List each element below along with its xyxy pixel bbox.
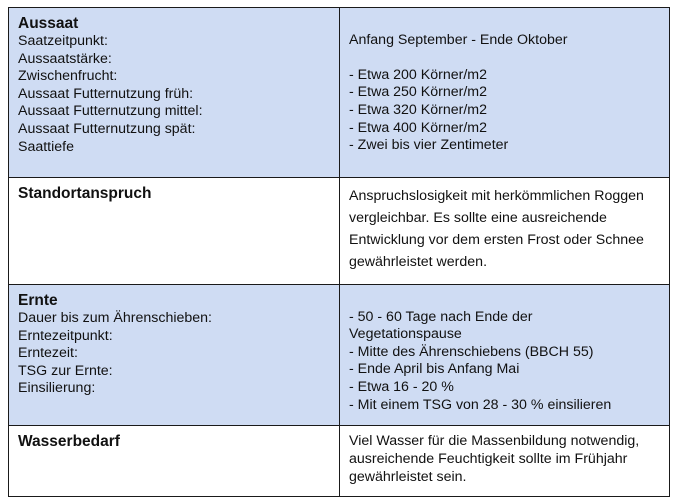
cell-wasserbedarf-text	[340, 426, 670, 497]
label-saatzeitpunkt: Saatzeitpunkt:	[18, 33, 108, 49]
cell-aussaat-values	[340, 8, 670, 178]
label-zwischenfrucht: Zwischenfrucht:	[18, 68, 118, 85]
value-futternutzung-spaet-1: - Etwa 320 Körner/m2	[349, 101, 487, 118]
row-ernte	[9, 285, 670, 426]
value-futternutzung-mittel: - Etwa 250 Körner/m2	[349, 84, 487, 101]
cell-standortanspruch-text	[340, 178, 670, 285]
value-erntezeit: - Ende April bis Anfang Mai	[349, 361, 520, 378]
value-tsg-ernte: - Etwa 16 - 20 %	[349, 378, 454, 395]
row-aussaat	[9, 8, 670, 178]
heading-ernte: Ernte	[18, 292, 58, 309]
cell-ernte-labels	[9, 285, 340, 426]
heading-aussaat: Aussaat	[18, 15, 79, 32]
text-standortanspruch: Anspruchslosigkeit mit herkömmlichen Roggen vergleichbar. Es sollte eine ausreichende Entwicklung vor dem ersten Frost oder Schnee gewährleistet werden.	[349, 188, 644, 270]
heading-wasserbedarf: Wasserbedarf	[18, 433, 120, 450]
label-aussaatstaerke: Aussaatstärke:	[18, 50, 112, 67]
value-erntezeitpunkt: - Mitte des Ährenschiebens (BBCH 55)	[349, 343, 594, 360]
label-einsilierung: Einsilierung:	[18, 380, 96, 397]
label-futternutzung-spaet: Aussaat Futternutzung spät:	[18, 120, 196, 137]
cell-ernte-values	[340, 285, 670, 426]
row-wasserbedarf	[9, 426, 670, 497]
crop-info-table	[8, 7, 670, 497]
cell-aussaat-labels	[9, 8, 340, 178]
label-saattiefe: Saattiefe	[18, 138, 75, 155]
label-tsg-ernte: TSG zur Ernte:	[18, 362, 113, 379]
heading-standortanspruch: Standortanspruch	[18, 185, 152, 202]
value-saatzeitpunkt: Anfang September - Ende Oktober	[349, 31, 568, 48]
cell-standortanspruch-label	[9, 178, 340, 285]
label-futternutzung-mittel: Aussaat Futternutzung mittel:	[18, 103, 203, 120]
label-futternutzung-frueh: Aussaat Futternutzung früh:	[18, 85, 194, 102]
label-erntezeit: Erntezeit:	[18, 345, 78, 362]
value-futternutzung-spaet-2: - Etwa 400 Körner/m2	[349, 119, 487, 136]
value-saattiefe: - Zwei bis vier Zentimeter	[349, 137, 509, 154]
cell-wasserbedarf-label	[9, 426, 340, 497]
label-dauer-aehrenschieben: Dauer bis zum Ährenschieben:	[18, 310, 212, 326]
row-standortanspruch	[9, 178, 670, 285]
value-dauer-aehrenschieben: - 50 - 60 Tage nach Ende der Vegetationspause	[349, 308, 533, 343]
text-wasserbedarf: Viel Wasser für die Massenbildung notwendig, ausreichende Feuchtigkeit sollte im Frühjahr gewährleistet sein.	[349, 433, 640, 485]
value-futternutzung-frueh: - Etwa 200 Körner/m2	[349, 66, 487, 83]
value-einsilierung: - Mit einem TSG von 28 - 30 % einsilieren	[349, 396, 612, 413]
label-erntezeitpunkt: Erntezeitpunkt:	[18, 327, 113, 344]
